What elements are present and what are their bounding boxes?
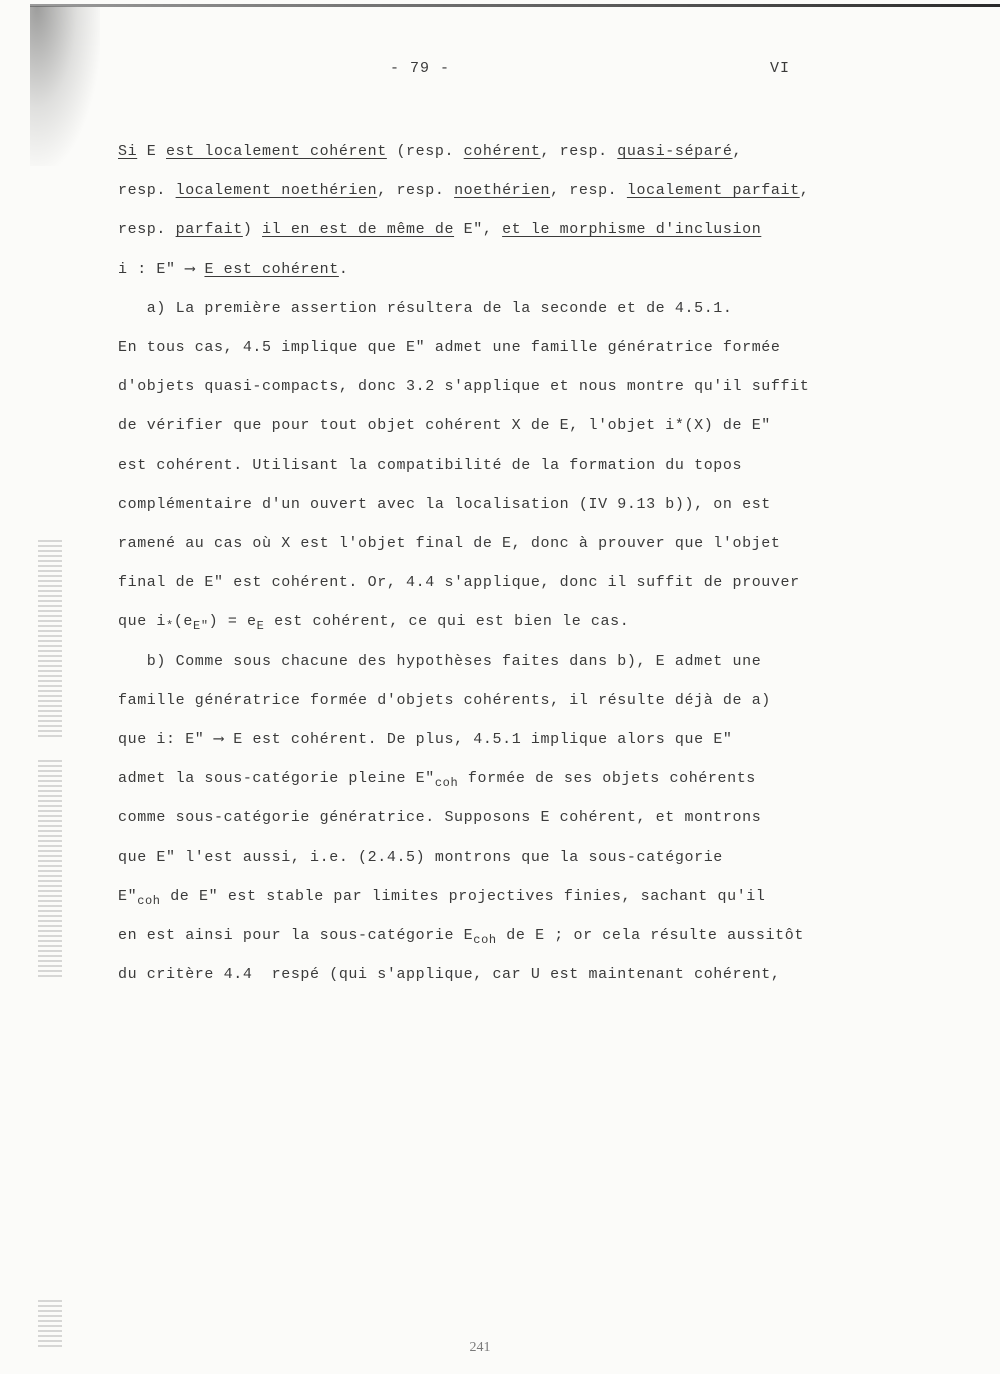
text-segment: , resp. [377, 182, 455, 200]
subscript: coh [137, 893, 161, 908]
subscript: * [166, 619, 174, 634]
text-segment: noethérien [454, 182, 551, 200]
scan-margin-noise [38, 1300, 62, 1350]
text-line [118, 215, 818, 245]
text-line [118, 372, 818, 402]
subscript: coh [434, 776, 459, 791]
text-segment: en est ainsi pour la sous-catégorie E [118, 927, 474, 944]
text-segment: admet la sous-catégorie pleine E" [118, 770, 435, 788]
text-segment: E" [118, 887, 138, 905]
text-segment: famille génératrice formée d'objets cohérents, il résulte déjà de a) [118, 691, 771, 709]
text-segment: , resp. [550, 182, 627, 200]
text-segment: En tous cas, 4.5 implique que E" admet une famille génératrice formée [118, 339, 781, 356]
text-segment: (e [173, 613, 194, 631]
text-segment: complémentaire d'un ouvert avec la localisation (IV 9.13 b)), on est [118, 495, 771, 513]
scan-margin-noise [38, 760, 62, 980]
text-segment: . [338, 260, 349, 278]
text-segment: est localement cohérent [166, 143, 387, 160]
text-segment: que E" l'est aussi, i.e. (2.4.5) montrons que la sous-catégorie [118, 848, 723, 866]
text-line [118, 568, 818, 598]
scan-top-rule [30, 4, 1000, 7]
text-segment: Si [118, 143, 138, 160]
subscript: E [256, 619, 265, 634]
text-line [118, 725, 818, 755]
text-line [118, 960, 818, 990]
subscript: E" [193, 619, 209, 634]
folio-number: 241 [469, 1340, 491, 1355]
text-segment: ) [242, 221, 263, 239]
text-segment: que i: E" ⟶ E est cohérent. De plus, 4.5.1 implique alors que E" [118, 731, 733, 748]
text-segment: quasi-séparé [617, 143, 733, 160]
text-line [118, 843, 818, 873]
subscript: coh [473, 933, 497, 947]
text-line [118, 137, 818, 167]
text-segment: i : E" ⟶ [118, 260, 205, 278]
text-segment: (resp. [386, 143, 464, 160]
text-line [118, 294, 818, 324]
text-segment: il en est de même de [262, 221, 455, 239]
text-segment: E", [454, 221, 503, 239]
text-line [118, 921, 818, 951]
text-segment: de vérifier que pour tout objet cohérent X de E, l'objet i*(X) de E" [118, 417, 771, 435]
text-segment: cohérent [463, 143, 541, 160]
text-segment: , [799, 182, 810, 200]
text-line [118, 411, 818, 441]
text-line [118, 333, 818, 363]
text-segment: , resp. [540, 143, 618, 160]
scan-margin-noise [38, 540, 62, 740]
text-line [118, 490, 818, 520]
text-segment: d'objets quasi-compacts, donc 3.2 s'applique et nous montre qu'il suffit [118, 378, 810, 396]
text-segment: comme sous-catégorie génératrice. Supposons E cohérent, et montrons [118, 809, 762, 827]
text-segment: et le morphisme d'inclusion [502, 221, 762, 239]
text-segment: b) Comme sous chacune des hypothèses faites dans b), E admet une [118, 652, 762, 670]
text-line [118, 764, 818, 794]
text-segment: resp. [118, 221, 176, 239]
scan-edge-shadow [30, 6, 100, 166]
text-line [118, 451, 818, 481]
text-segment: a) La première assertion résultera de la seconde et de 4.5.1. [118, 299, 733, 317]
text-segment: localement noethérien [175, 182, 378, 200]
text-line [118, 686, 818, 716]
text-segment: localement parfait [626, 182, 800, 200]
text-segment: parfait [175, 221, 243, 239]
text-segment: resp. [118, 182, 176, 200]
text-line [118, 607, 818, 637]
text-segment: ramené au cas où X est l'objet final de E, donc à prouver que l'objet [118, 535, 781, 552]
text-segment: de E" est stable par limites projectives finies, sachant qu'il [160, 887, 766, 905]
text-line [118, 529, 818, 559]
text-segment: du critère 4.4 respé (qui s'applique, car U est maintenant cohérent, [118, 966, 781, 984]
chapter-label: VI [769, 60, 790, 77]
text-line [118, 882, 818, 912]
text-segment: est cohérent. Utilisant la compatibilité de la formation du topos [118, 456, 743, 474]
text-segment: E est cohérent [204, 260, 339, 278]
text-segment: de E ; or cela résulte aussitôt [496, 927, 804, 944]
text-segment: final de E" est cohérent. Or, 4.4 s'applique, donc il suffit de prouver [118, 574, 800, 592]
text-segment: est cohérent, ce qui est bien le cas. [264, 613, 630, 631]
text-line [118, 647, 818, 677]
text-segment: , [732, 143, 743, 160]
text-line [118, 255, 818, 285]
text-segment: formée de ses objets cohérents [458, 770, 756, 788]
text-segment: que i [118, 613, 167, 631]
text-line [118, 176, 818, 206]
page-number: - 79 - [389, 60, 450, 77]
text-segment: ) = e [208, 613, 257, 631]
text-line [118, 803, 818, 833]
text-segment: E [137, 143, 167, 160]
